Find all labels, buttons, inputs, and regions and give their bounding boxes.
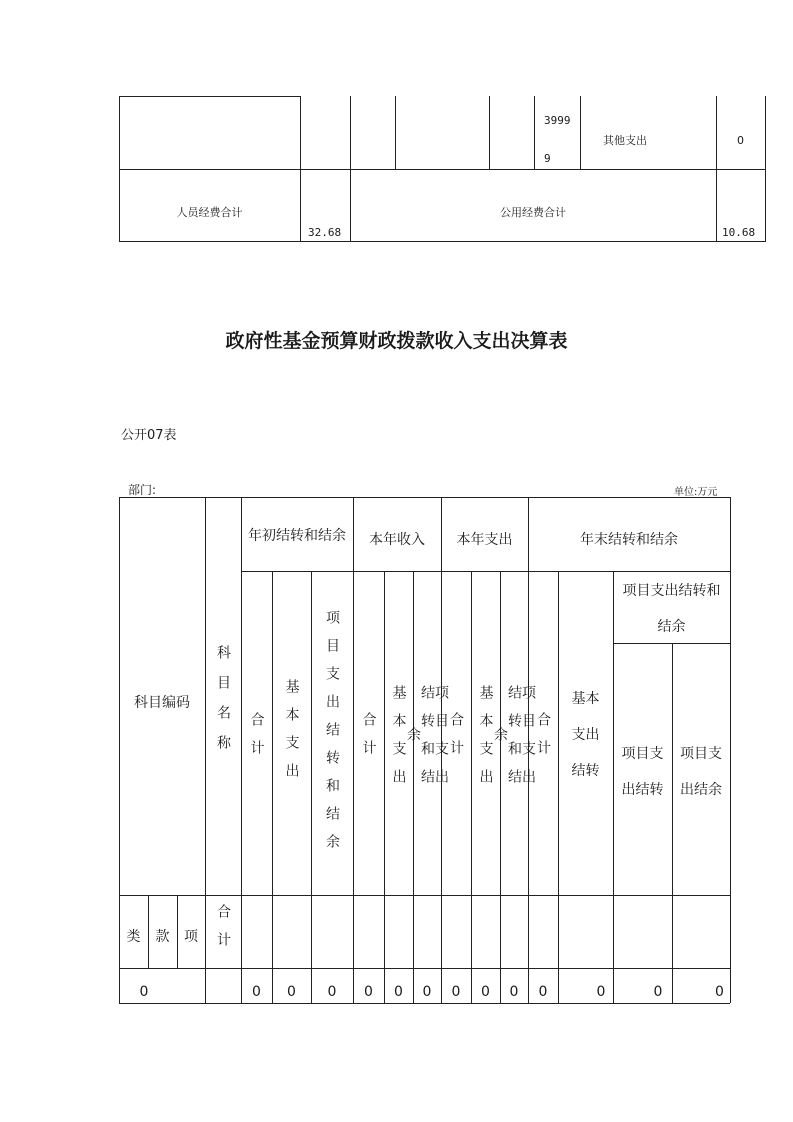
income-project-value: 0 — [422, 984, 432, 1000]
opening-total-value: 0 — [252, 984, 261, 1000]
header-opening-basic: 基本支出 — [283, 679, 300, 791]
personnel-total-value: 32.68 — [308, 226, 342, 239]
header-section: 款 — [155, 929, 170, 945]
header-expense-project: 项目支出结转和结余 — [492, 684, 536, 797]
top-other-expense-value: 0 — [737, 133, 744, 147]
closing-project-carry-value: 0 — [653, 984, 663, 1000]
page-title: 政府性基金预算财政拨款收入支出决算表 — [225, 329, 568, 352]
public-total-value: 10.68 — [722, 226, 756, 239]
closing-total-value: 0 — [538, 984, 548, 1000]
closing-basic-value: 0 — [596, 984, 606, 1000]
closing-project-surplus-value: 0 — [715, 984, 724, 1000]
header-closing-basic: 基本支出结转 — [571, 691, 600, 779]
public-total-label: 公用经费合计 — [500, 206, 566, 219]
header-expense-basic: 基本支出 — [477, 684, 494, 797]
header-item: 项 — [184, 929, 198, 945]
top-code-line1: 3999 — [544, 114, 571, 127]
header-opening-balance: 年初结转和结余 — [248, 528, 346, 544]
header-closing-project-group: 项目支出结转和结余 — [622, 583, 721, 635]
header-closing-project-surplus: 项目支出结余 — [680, 746, 722, 798]
income-basic-value: 0 — [394, 984, 403, 1000]
header-income-project: 项目支出结转和结余 — [405, 684, 449, 797]
header-category: 类 — [126, 929, 141, 945]
header-expense-total: 合计 — [448, 712, 464, 768]
total-row-label: 0 — [139, 984, 149, 1000]
top-code-line2: 9 — [544, 152, 551, 165]
opening-project-value: 0 — [327, 984, 337, 1000]
header-opening-total: 合计 — [248, 712, 265, 768]
header-income-basic: 基本支出 — [390, 684, 407, 797]
header-closing-balance: 年末结转和结余 — [580, 532, 678, 548]
header-opening-project: 项目支出结转和结余 — [324, 609, 340, 862]
header-closing-total: 合计 — [535, 712, 551, 768]
header-income-total: 合计 — [360, 712, 377, 768]
header-subject-code: 科目编码 — [134, 695, 190, 711]
header-expense: 本年支出 — [456, 532, 513, 548]
expense-total-value: 0 — [451, 984, 461, 1000]
header-subject-name: 科目名称 — [215, 645, 231, 765]
expense-project-value: 0 — [509, 984, 519, 1000]
top-other-expense-name: 其他支出 — [603, 134, 647, 147]
income-total-value: 0 — [364, 984, 373, 1000]
expense-basic-value: 0 — [481, 984, 490, 1000]
table-code: 公开07表 — [121, 428, 177, 443]
opening-basic-value: 0 — [287, 984, 296, 1000]
department-label: 部门: — [128, 483, 157, 497]
header-closing-project-carry: 项目支出结转 — [621, 746, 664, 798]
personnel-total-label: 人员经费合计 — [176, 206, 243, 219]
header-income: 本年收入 — [369, 532, 425, 548]
unit-label: 单位:万元 — [674, 487, 718, 498]
header-row-total: 合计 — [215, 904, 231, 960]
